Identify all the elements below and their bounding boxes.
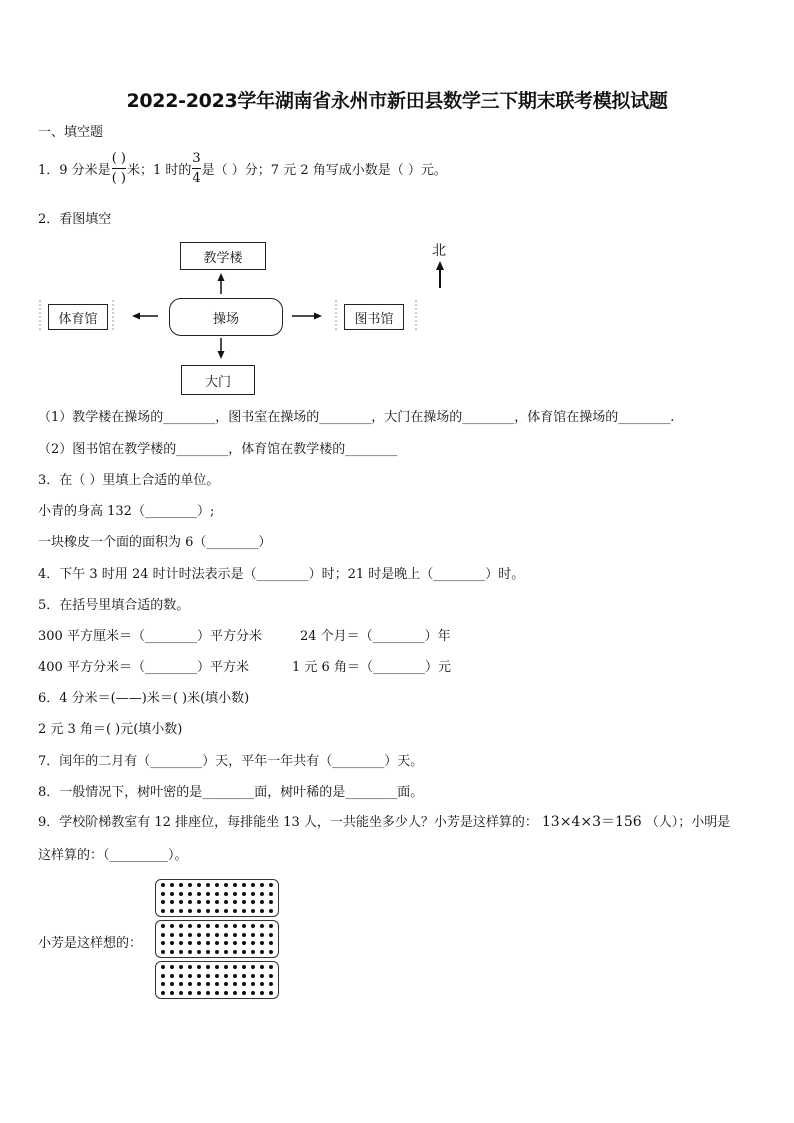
seat-dot bbox=[197, 892, 201, 896]
seat-dot bbox=[161, 982, 165, 986]
seat-dot bbox=[233, 965, 237, 969]
seat-dot bbox=[197, 941, 201, 945]
seat-dot bbox=[170, 933, 174, 937]
dot-block bbox=[155, 920, 279, 958]
building-library: 图书馆 bbox=[344, 304, 404, 330]
seat-dot bbox=[269, 892, 273, 896]
seat-dot bbox=[233, 909, 237, 913]
seat-dot bbox=[242, 982, 246, 986]
seat-dot bbox=[260, 941, 264, 945]
seat-dot bbox=[161, 892, 165, 896]
seat-dot bbox=[242, 900, 246, 904]
seat-dot bbox=[242, 892, 246, 896]
seat-dot bbox=[233, 974, 237, 978]
seat-dot bbox=[206, 950, 210, 954]
seat-dot bbox=[206, 965, 210, 969]
seat-dot bbox=[206, 974, 210, 978]
fraction-denominator: ( ) bbox=[111, 170, 126, 186]
seat-dot bbox=[197, 900, 201, 904]
seat-dot bbox=[197, 933, 201, 937]
seat-dot bbox=[251, 892, 255, 896]
seat-dot bbox=[188, 965, 192, 969]
question-2: 2．看图填空 bbox=[38, 212, 112, 227]
seat-dot bbox=[179, 941, 183, 945]
seat-dot bbox=[161, 974, 165, 978]
seat-dot bbox=[179, 900, 183, 904]
building-teaching: 教学楼 bbox=[180, 242, 266, 270]
seat-dot bbox=[224, 965, 228, 969]
seat-dot bbox=[224, 892, 228, 896]
q5-row2-b: 1 元 6 角＝（________）元 bbox=[292, 660, 451, 675]
seat-dot bbox=[251, 991, 255, 995]
seat-dot bbox=[170, 982, 174, 986]
seat-dot bbox=[224, 909, 228, 913]
seat-dot bbox=[161, 991, 165, 995]
q5-row1-b: 24 个月＝（________）年 bbox=[300, 629, 451, 644]
seat-dot bbox=[260, 965, 264, 969]
seat-dot bbox=[260, 883, 264, 887]
seat-dot bbox=[170, 924, 174, 928]
seat-dot bbox=[170, 950, 174, 954]
seat-dot bbox=[242, 991, 246, 995]
seat-dot bbox=[179, 950, 183, 954]
seat-dot bbox=[242, 950, 246, 954]
seat-dot bbox=[215, 892, 219, 896]
seat-dot bbox=[161, 941, 165, 945]
seat-dot bbox=[188, 900, 192, 904]
seat-dot bbox=[242, 933, 246, 937]
diagram-arrows bbox=[0, 0, 794, 420]
seat-dot bbox=[233, 924, 237, 928]
seat-dot bbox=[215, 965, 219, 969]
seat-dot bbox=[242, 965, 246, 969]
seat-dot bbox=[206, 924, 210, 928]
seat-dot bbox=[170, 965, 174, 969]
seat-dot bbox=[215, 933, 219, 937]
seat-dot bbox=[206, 982, 210, 986]
fraction-numerator: ( ) bbox=[111, 150, 126, 166]
building-gate: 大门 bbox=[181, 365, 255, 395]
seat-dot bbox=[179, 982, 183, 986]
seat-dot bbox=[215, 924, 219, 928]
seat-dot bbox=[215, 991, 219, 995]
seat-dot bbox=[269, 941, 273, 945]
q2-sub1: （1）教学楼在操场的________，图书室在操场的________，大门在操场的________，体育馆在操场的________. bbox=[38, 410, 675, 425]
seat-dot bbox=[179, 965, 183, 969]
question-4: 4．下午 3 时用 24 时计时法表示是（________）时；21 时是晚上（________）时。 bbox=[38, 567, 525, 582]
seat-dot bbox=[224, 950, 228, 954]
seat-dot bbox=[251, 933, 255, 937]
seat-dot bbox=[242, 941, 246, 945]
q1-text-c: 是（ ）分；7 元 2 角写成小数是（ ）元。 bbox=[201, 162, 447, 178]
seat-dot bbox=[188, 883, 192, 887]
seat-dot bbox=[197, 909, 201, 913]
seat-dot bbox=[188, 892, 192, 896]
q1-text-a: 1．9 分米是 bbox=[38, 162, 111, 178]
seat-dot bbox=[251, 950, 255, 954]
seat-dot bbox=[170, 892, 174, 896]
seat-dot bbox=[161, 933, 165, 937]
building-playground: 操场 bbox=[169, 298, 283, 336]
seat-dot bbox=[197, 924, 201, 928]
seat-dot bbox=[251, 924, 255, 928]
seat-dot bbox=[161, 900, 165, 904]
seat-dot bbox=[170, 974, 174, 978]
seat-dot bbox=[197, 974, 201, 978]
page-title: 2022-2023学年湖南省永州市新田县数学三下期末联考模拟试题 bbox=[126, 90, 668, 112]
seat-dot bbox=[188, 982, 192, 986]
seat-dot bbox=[242, 883, 246, 887]
seat-dot bbox=[260, 950, 264, 954]
dot-block bbox=[155, 961, 279, 999]
seat-dot bbox=[161, 965, 165, 969]
fraction-numerator: 3 bbox=[192, 150, 201, 166]
seat-dot bbox=[269, 991, 273, 995]
q3-line-a: 小青的身高 132（________）; bbox=[38, 504, 215, 519]
seat-dot bbox=[251, 941, 255, 945]
q2-sub2: （2）图书馆在教学楼的________，体育馆在教学楼的________ bbox=[38, 442, 398, 457]
section-heading: 一、填空题 bbox=[38, 125, 104, 140]
seat-dot bbox=[179, 883, 183, 887]
seat-dot bbox=[161, 909, 165, 913]
seat-dot bbox=[179, 974, 183, 978]
seat-dot bbox=[179, 933, 183, 937]
q9-formula: 13×4×3＝156 bbox=[541, 814, 642, 830]
seat-dot bbox=[224, 924, 228, 928]
seat-dot bbox=[260, 909, 264, 913]
seat-dot bbox=[215, 900, 219, 904]
seat-dot bbox=[233, 933, 237, 937]
seat-dot bbox=[215, 974, 219, 978]
seat-dot bbox=[260, 982, 264, 986]
seat-dot bbox=[215, 950, 219, 954]
seat-dot bbox=[188, 909, 192, 913]
q9-text-b: （人）；小明是 bbox=[645, 815, 731, 830]
question-7: 7．闰年的二月有（________）天，平年一年共有（________）天。 bbox=[38, 754, 424, 769]
seat-dot bbox=[269, 982, 273, 986]
seat-dot bbox=[251, 900, 255, 904]
seat-dot bbox=[269, 883, 273, 887]
seat-dot bbox=[233, 991, 237, 995]
seat-dot bbox=[206, 892, 210, 896]
seat-dot bbox=[179, 924, 183, 928]
question-9 bbox=[38, 811, 730, 831]
seat-dot bbox=[233, 900, 237, 904]
seat-dot bbox=[179, 892, 183, 896]
seat-dot bbox=[215, 982, 219, 986]
seat-dot bbox=[197, 883, 201, 887]
seat-dot bbox=[188, 991, 192, 995]
seat-dot bbox=[170, 991, 174, 995]
seat-dot bbox=[269, 933, 273, 937]
seat-dot bbox=[242, 974, 246, 978]
seat-dot bbox=[260, 900, 264, 904]
seat-dot bbox=[251, 982, 255, 986]
seat-dot bbox=[170, 883, 174, 887]
seat-dot bbox=[251, 974, 255, 978]
seat-dot bbox=[269, 965, 273, 969]
seat-dot bbox=[260, 933, 264, 937]
seat-dot bbox=[233, 892, 237, 896]
seat-dot bbox=[188, 941, 192, 945]
question-6: 6．4 分米＝(——)米＝( )米(填小数) bbox=[38, 691, 250, 706]
seat-dot bbox=[170, 941, 174, 945]
seat-dot bbox=[242, 909, 246, 913]
seat-dot bbox=[206, 909, 210, 913]
seat-dot bbox=[161, 883, 165, 887]
seat-dot bbox=[269, 900, 273, 904]
seat-dot bbox=[233, 950, 237, 954]
seat-dot bbox=[224, 933, 228, 937]
question-8: 8．一般情况下，树叶密的是________面，树叶稀的是________面。 bbox=[38, 785, 424, 800]
seat-dot bbox=[260, 974, 264, 978]
seat-dot bbox=[206, 991, 210, 995]
q3-line-b: 一块橡皮一个面的面积为 6（________） bbox=[38, 535, 272, 550]
seat-dot bbox=[233, 883, 237, 887]
seat-dot bbox=[206, 900, 210, 904]
seat-dot bbox=[224, 982, 228, 986]
seat-dot bbox=[260, 892, 264, 896]
seat-dot bbox=[188, 933, 192, 937]
seat-dot bbox=[260, 924, 264, 928]
seat-dot bbox=[251, 883, 255, 887]
seat-dot bbox=[215, 909, 219, 913]
seat-dot bbox=[251, 965, 255, 969]
seat-dot bbox=[206, 941, 210, 945]
seat-dot bbox=[161, 924, 165, 928]
question-3: 3．在（ ）里填上合适的单位。 bbox=[38, 473, 220, 488]
seat-dot bbox=[224, 883, 228, 887]
q1-text-b: 米；1 时的 bbox=[126, 162, 192, 178]
question-5: 5．在括号里填合适的数。 bbox=[38, 598, 190, 613]
fraction-denominator: 4 bbox=[192, 170, 201, 186]
seat-dot bbox=[197, 965, 201, 969]
q9-text-a: 9．学校阶梯教室有 12 排座位，每排能坐 13 人，一共能坐多少人？小芳是这样算的： bbox=[38, 815, 538, 830]
seat-dot bbox=[233, 982, 237, 986]
seat-dot bbox=[179, 991, 183, 995]
seat-dot bbox=[269, 974, 273, 978]
seat-dot bbox=[206, 933, 210, 937]
seat-dot bbox=[188, 974, 192, 978]
seat-dot bbox=[215, 941, 219, 945]
seat-dot bbox=[224, 900, 228, 904]
q9-line-c: 这样算的：（_________）。 bbox=[38, 848, 188, 863]
q5-row1-a: 300 平方厘米＝（________）平方分米 bbox=[38, 629, 262, 644]
seat-dot bbox=[224, 941, 228, 945]
seat-dot bbox=[269, 924, 273, 928]
seat-dot bbox=[269, 909, 273, 913]
seat-dot bbox=[179, 909, 183, 913]
seat-dot bbox=[170, 900, 174, 904]
seat-dot bbox=[161, 950, 165, 954]
seat-dot bbox=[269, 950, 273, 954]
north-label: 北 bbox=[432, 243, 446, 259]
seat-dot bbox=[170, 909, 174, 913]
seat-dot bbox=[206, 883, 210, 887]
seat-dot bbox=[224, 991, 228, 995]
seat-dot bbox=[197, 950, 201, 954]
building-gym: 体育馆 bbox=[48, 304, 108, 330]
dot-block bbox=[155, 879, 279, 917]
seat-dot bbox=[260, 991, 264, 995]
q5-row2-a: 400 平方分米＝（________）平方米 bbox=[38, 660, 249, 675]
seat-dot bbox=[242, 924, 246, 928]
seat-dot bbox=[224, 974, 228, 978]
seat-dot bbox=[215, 883, 219, 887]
seat-dot bbox=[197, 982, 201, 986]
seat-dot bbox=[251, 909, 255, 913]
q6-line-b: 2 元 3 角＝( )元(填小数) bbox=[38, 722, 183, 737]
seat-dot bbox=[188, 924, 192, 928]
seat-dot bbox=[233, 941, 237, 945]
q9-figure-label: 小芳是这样想的： bbox=[38, 936, 143, 951]
seat-dot bbox=[188, 950, 192, 954]
seat-dot bbox=[197, 991, 201, 995]
